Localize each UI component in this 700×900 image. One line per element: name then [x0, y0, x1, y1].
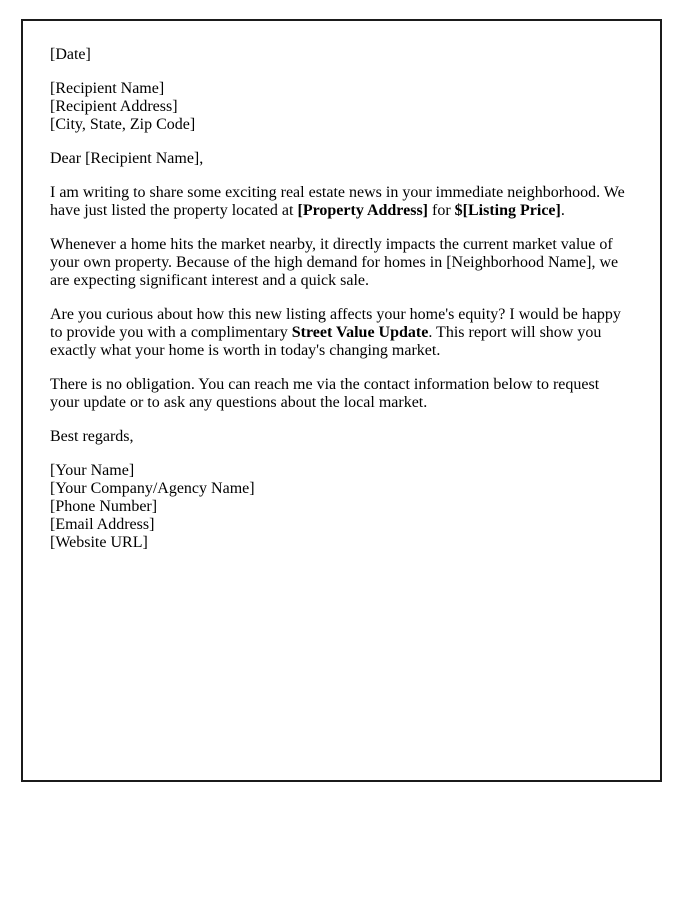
paragraph-no-obligation: There is no obligation. You can reach me via the contact information below to request your update or to ask any questions about the local market. — [50, 376, 600, 411]
company-name-placeholder: [Your Company/Agency Name] — [50, 480, 255, 497]
paragraph-listing-news — [50, 184, 632, 220]
street-value-update-label: Street Value Update — [291, 324, 429, 341]
recipient-address-line: [Recipient Address] — [50, 98, 178, 115]
phone-number-placeholder: [Phone Number] — [50, 498, 158, 515]
paragraph-market-impact: Whenever a home hits the market nearby, it directly impacts the current market value of your own property. Because of the high demand for homes in [Neighborhood Name], we are expecting significant interest and a quick sale. — [50, 236, 619, 289]
recipient-address-block — [50, 80, 632, 134]
closing-line: Best regards, — [50, 428, 134, 445]
salutation: Dear [Recipient Name], — [50, 150, 204, 167]
recipient-name-line: [Recipient Name] — [50, 80, 165, 97]
paragraph-equity-offer — [50, 306, 632, 360]
listing-price-placeholder: $[Listing Price] — [454, 202, 561, 219]
your-name-placeholder: [Your Name] — [50, 462, 135, 479]
recipient-city-state-zip-line: [City, State, Zip Code] — [50, 116, 196, 133]
website-url-placeholder: [Website URL] — [50, 534, 148, 551]
property-address-placeholder: [Property Address] — [297, 202, 428, 219]
listing-news-text-mid: for — [428, 202, 455, 219]
email-address-placeholder: [Email Address] — [50, 516, 155, 533]
date-placeholder: [Date] — [50, 46, 91, 63]
signature-block — [50, 462, 632, 552]
listing-news-text: I am writing to share some exciting real estate news in your immediate neighborhood. We have just listed the property located at — [50, 184, 625, 219]
equity-offer-text-end: . This report will show you exactly what your home is worth in today's changing market. — [50, 324, 602, 359]
listing-news-text-end: . — [560, 202, 565, 219]
equity-offer-text: Are you curious about how this new listing affects your home's equity? I would be happy to provide you with a complimentary — [50, 306, 621, 341]
letter-frame — [21, 19, 662, 782]
